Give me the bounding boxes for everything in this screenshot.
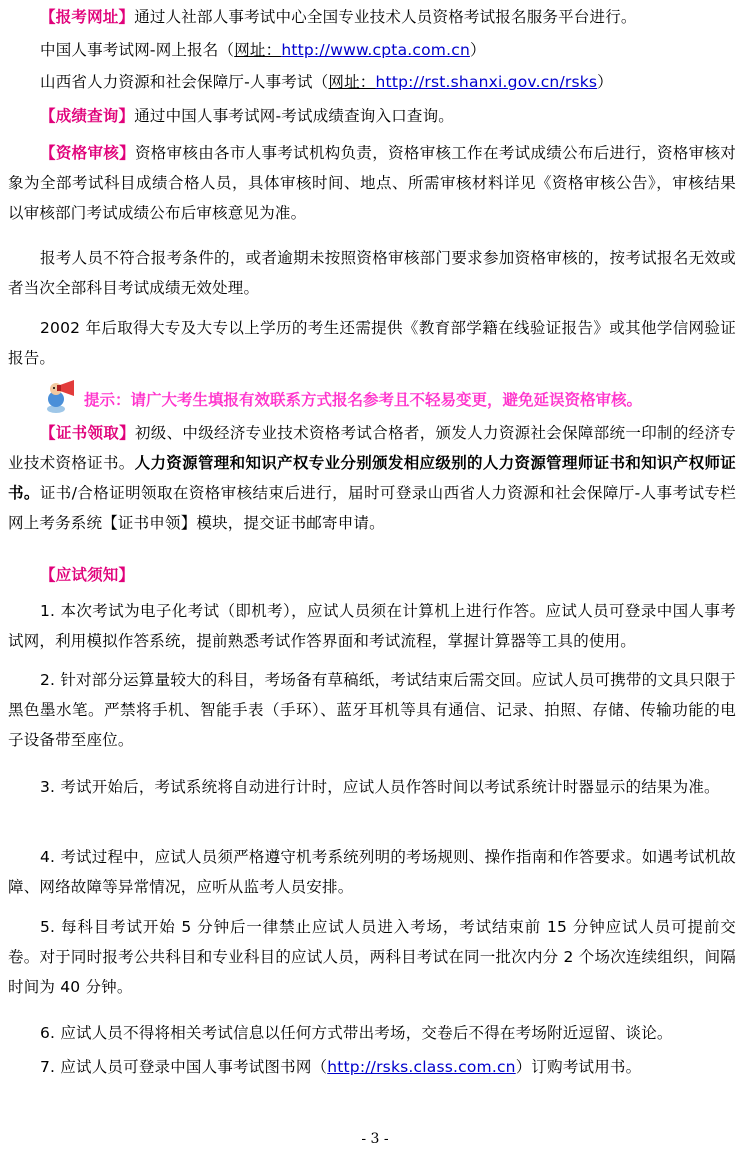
class-book-link[interactable]: http://rsks.class.com.cn	[327, 1058, 516, 1076]
item7-suffix: ）订购考试用书。	[515, 1058, 642, 1076]
cpta-label: 网址：	[234, 41, 282, 59]
reg-site-tag: 【报考网址】	[40, 8, 135, 26]
tip-message: 请广大考生填报有效联系方式报名参考且不轻易变更，避免延误资格审核。	[130, 391, 643, 409]
review-paragraph	[8, 138, 736, 228]
cert-paragraph	[8, 418, 736, 538]
score-tag: 【成绩查询】	[40, 107, 135, 125]
score-paragraph	[8, 101, 736, 131]
shanxi-site-line	[8, 67, 736, 97]
notice-item-2: 2. 针对部分运算量较大的科目，考场备有草稿纸，考试结束后需交回。应试人员可携带的文具只限于黑色墨水笔。严禁将手机、智能手表（手环）、蓝牙耳机等具有通信、记录、拍照、存储、传输功能的电子设备带至座位。	[8, 671, 736, 749]
page-number: - 3 -	[361, 1131, 389, 1147]
shanxi-link[interactable]: http://rst.shanxi.gov.cn/rsks	[375, 73, 598, 91]
item7-prefix: 7. 应试人员可登录中国人事考试图书网（	[40, 1058, 328, 1076]
cpta-suffix: ）	[469, 41, 486, 59]
shanxi-prefix: 山西省人力资源和社会保障厅-人事考试（	[40, 73, 329, 91]
shanxi-suffix: ）	[597, 73, 613, 91]
tip-text	[84, 388, 642, 410]
review-paragraph-2: 报考人员不符合报考条件的，或者逾期未按照资格审核部门要求参加资格审核的，按考试报名无效或者当次全部科目考试成绩无效处理。	[8, 249, 736, 297]
reg-site-paragraph	[8, 2, 736, 32]
tip-block	[44, 379, 642, 419]
notice-heading	[8, 560, 736, 590]
notice-item-6: 6. 应试人员不得将相关考试信息以任何方式带出考场，交卷后不得在考场附近逗留、谈论。	[40, 1024, 673, 1042]
cpta-link[interactable]: http://www.cpta.com.cn	[281, 41, 470, 59]
review-tag: 【资格审核】	[40, 144, 135, 162]
notice-item-1: 1. 本次考试为电子化考试（即机考），应试人员须在计算机上进行作答。应试人员可登录中国人事考试网，利用模拟作答系统，提前熟悉考试作答界面和考试流程，掌握计算器等工具的使用。	[8, 602, 736, 650]
cert-text-1: 初级、中级经济专业技术资格考试合格者，颁发人力资源社会保障部统一印制的经济专业技术资格证书。	[8, 424, 737, 472]
notice-item-3: 3. 考试开始后，考试系统将自动进行计时，应试人员作答时间以考试系统计时器显示的结果为准。	[40, 778, 720, 796]
cpta-site-line	[8, 35, 736, 65]
reg-site-text: 通过人社部人事考试中心全国专业技术人员资格考试报名服务平台进行。	[134, 8, 637, 26]
review-text: 资格审核由各市人事考试机构负责，资格审核工作在考试成绩公布后进行，资格审核对象为全部考试科目成绩合格人员，具体审核时间、地点、所需审核材料详见《资格审核公告》，审核结果以审核部门考试成绩公布后审核意见为准。	[8, 144, 737, 222]
megaphone-icon	[44, 379, 78, 419]
cert-bold-text: 人力资源管理和知识产权专业分别颁发相应级别的人力资源管理师证书和知识产权师证书。	[8, 454, 736, 502]
score-text: 通过中国人事考试网-考试成绩查询入口查询。	[134, 107, 454, 125]
cert-tag: 【证书领取】	[40, 424, 135, 442]
notice-item-4: 4. 考试过程中，应试人员须严格遵守机考系统列明的考场规则、操作指南和作答要求。如遇考试机故障、网络故障等异常情况，应听从监考人员安排。	[8, 848, 736, 896]
notice-tag: 【应试须知】	[40, 566, 135, 584]
notice-item-5: 5. 每科目考试开始 5 分钟后一律禁止应试人员进入考场，考试结束前 15 分钟应试人员可提前交卷。对于同时报考公共科目和专业科目的应试人员，两科目考试在同一批次内分 2 个场次连续组织，间隔时间为 40 分钟。	[8, 918, 736, 996]
tip-label: 提示：	[84, 391, 131, 409]
review-paragraph-3: 2002 年后取得大专及大专以上学历的考生还需提供《教育部学籍在线验证报告》或其他学信网验证报告。	[8, 319, 736, 367]
cert-text-2: 证书/合格证明领取在资格审核结束后进行，届时可登录山西省人力资源和社会保障厅-人事考试专栏网上考务系统【证书申领】模块，提交证书邮寄申请。	[8, 484, 736, 532]
notice-item-7	[8, 1052, 736, 1082]
shanxi-label: 网址：	[328, 73, 376, 91]
cpta-prefix: 中国人事考试网-网上报名（	[40, 41, 235, 59]
